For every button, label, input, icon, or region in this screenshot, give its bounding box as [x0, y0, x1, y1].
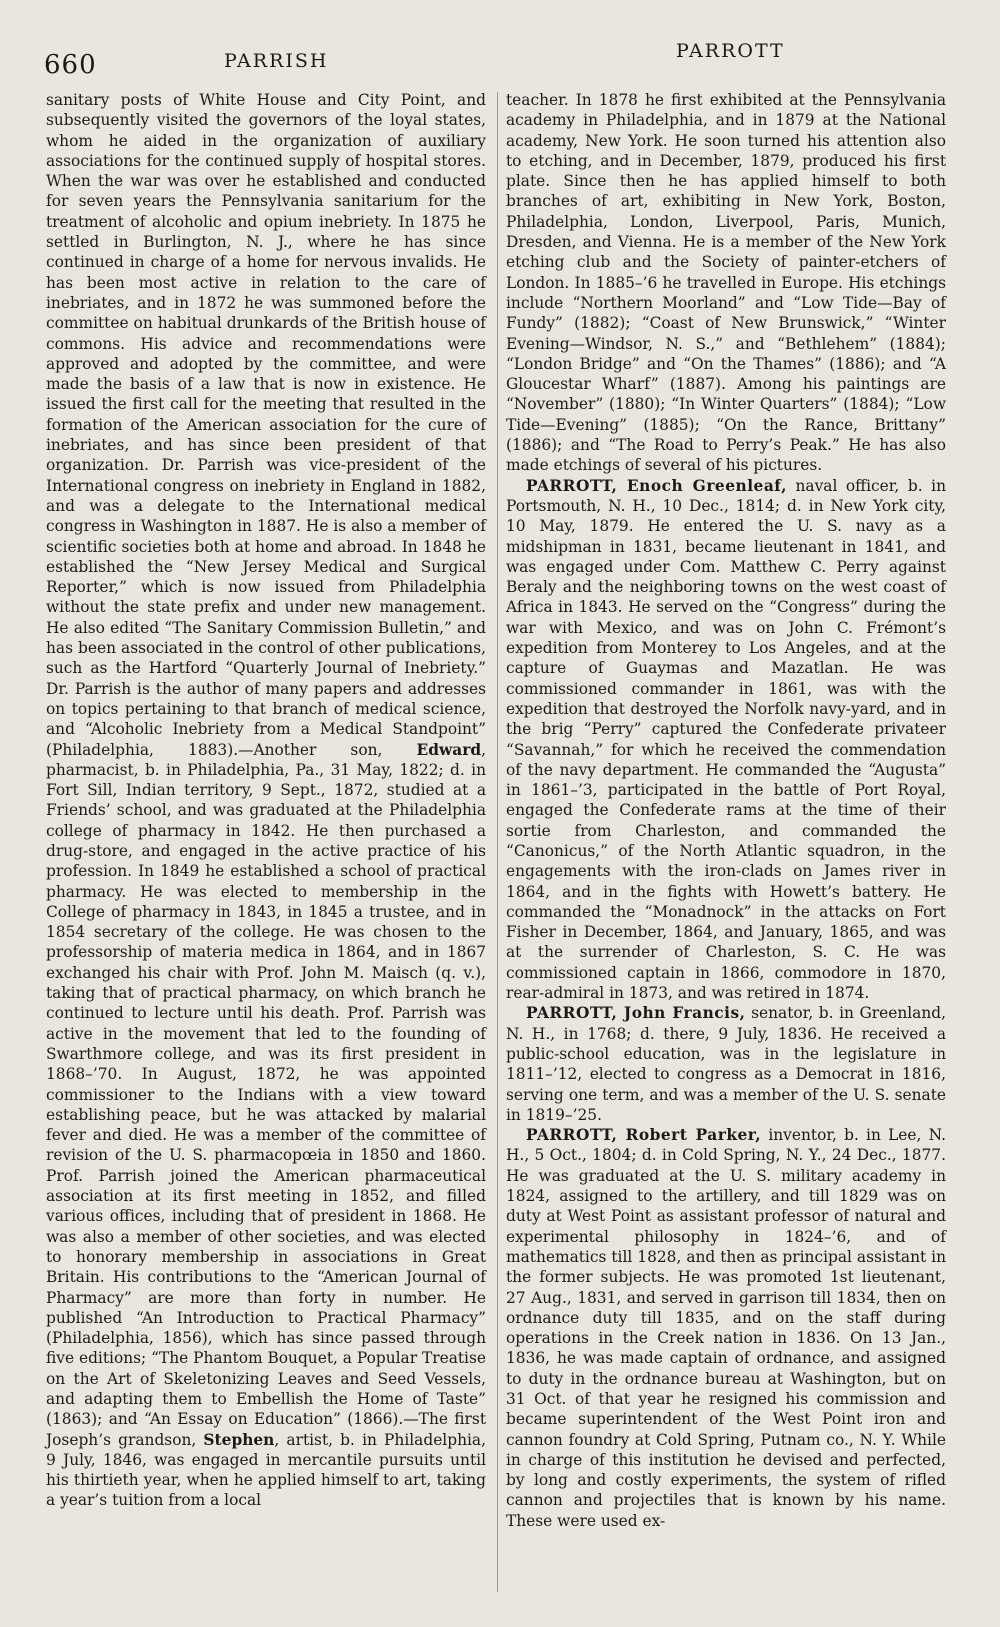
- text-run: sanitary posts of White House and City Point, and subsequently visited the governors of the loyal states, whom he aided in the organization of auxiliary associations for the continued supply of hospital stores. When the war was over he established and conducted for seven years the Pennsylvania sanitarium for the treatment of alcoholic and opium inebriety. In 1875 he settled in Burlington, N. J., where he has since continued in charge of a home for nervous invalids. He has been most active in relation to the care of inebriates, and in 1872 he was summoned before the committee on habitual drunkards of the British house of commons. His advice and recommendations were approved and adopted by the committee, and were made the basis of a law that is now in existence. He issued the first call for the meeting that resulted in the formation of the American association for the cure of inebriates, and has since been president of that organization. Dr. Parrish was vice-president of the International congress on inebriety in England in 1882, and was a delegate to the International medical congress in Washington in 1887. He is also a member of scientific societies both at home and abroad. In 1848 he established the “New Jersey Medical and Surgical Reporter,” which is now issued from Philadelphia without the state prefix and under new management. He also edited “The Sanitary Commission Bulletin,” and has been associated in the control of other publications, such as the Hartford “Quarterly Journal of Inebriety.” Dr. Parrish is the author of many papers and addresses on topics pertaining to that branch of medical science, and “Alcoholic Inebriety from a Medical Standpoint” (Philadelphia, 1883).—Another son,: [46, 91, 486, 759]
- left-column: [46, 90, 486, 1511]
- entry-headword: PARROTT, Enoch Greenleaf,: [526, 476, 787, 495]
- entry-headword: PARROTT, John Francis,: [526, 1004, 746, 1023]
- name-edward: Edward: [416, 740, 482, 759]
- entry-john-parrott: [506, 1003, 946, 1125]
- stephen-continued-paragraph: teacher. In 1878 he first exhibited at the Pennsylvania academy in Philadelphia, and in 1879 at the National academy, New York. He soon turned his attention also to etching, and in December, 1879, produced his first plate. Since then he has applied himself to both branches of art, exhibiting in New York, Boston, Philadelphia, London, Liverpool, Paris, Munich, Dresden, and Vienna. He is a member of the New York etching club and the Society of painter-etchers of London. In 1885–’6 he travelled in Europe. His etchings include “Northern Moorland” and “Low Tide—Bay of Fundy” (1882); “Coast of New Brunswick,” “Winter Evening—Windsor, N. S.,” and “Bethlehem” (1884); “London Bridge” and “On the Thames” (1886); and “A Gloucestar Wharf” (1887). Among his paintings are “November” (1880); “In Winter Quarters” (1884); “Low Tide—Evening” (1885); “On the Rance, Brittany” (1886); and “The Road to Perry’s Peak.” He has also made etchings of several of his pictures.: [506, 91, 946, 475]
- entry-robert-parrott: [506, 1125, 946, 1531]
- parrish-continued-paragraph: [46, 90, 486, 1511]
- name-stephen: Stephen: [203, 1430, 275, 1449]
- text-run: , pharmacist, b. in Philadelphia, Pa., 31 May, 1822; d. in Fort Sill, Indian territory, 9 Sept., 1872, studied at a Friends’ school, and was graduated at the Philadelphia college of pharmacy in 1842. He then purchased a drug-store, and engaged in the active practice of his profession. In 1849 he established a school of practical pharmacy. He was elected to membership in the College of pharmacy in 1843, in 1845 a trustee, and in 1854 secretary of the college. He was chosen to the professorship of materia medica in 1864, and in 1867 exchanged his chair with Prof. John M. Maisch (q. v.), taking that of practical pharmacy, on which branch he continued to lecture until his death. Prof. Parrish was active in the movement that led to the founding of Swarthmore college, and was its first president in 1868–’70. In August, 1872, he was appointed commissioner to the Indians with a view toward establishing peace, but he was attacked by malarial fever and died. He was a member of the committee of revision of the U. S. pharmacopœia in 1850 and 1860. Prof. Parrish joined the American pharmaceutical association at its first meeting in 1852, and filled various offices, including that of president in 1868. He was also a member of other societies, and was elected to honorary membership in associations in Great Britain. His contributions to the “American Journal of Pharmacy” are more than forty in number. He published “An Introduction to Practical Pharmacy” (Philadelphia, 1856), which has since passed through five editions; “The Phantom Bouquet, a Popular Treatise on the Art of Skeletonizing Leaves and Seed Vessels, and adapting them to Embellish the Home of Taste” (1863); and “An Essay on Education” (1866).—The first Joseph’s grandson,: [46, 740, 486, 1449]
- entry-text: naval officer, b. in Portsmouth, N. H., 10 Dec., 1814; d. in New York city, 10 May, 1879. He entered the U. S. navy as a midshipman in 1831, became lieutenant in 1841, and was engaged under Com. Matthew C. Perry against Beraly and the neighboring towns on the west coast of Africa in 1843. He served on the “Congress” during the war with Mexico, and was on John C. Frémont’s expedition from Monterey to Los Angeles, and at the capture of Guaymas and Mazatlan. He was commissioned commander in 1861, was with the expedition that destroyed the Norfolk navy-yard, and in the brig “Perry” captured the Confederate privateer “Savannah,” for which he received the commendation of the navy department. He commanded the “Augusta” in 1861–’3, participated in the battle of Port Royal, engaged the Confederate rams at the time of their sortie from Charleston, and commanded the “Canonicus,” of the North Atlantic squadron, in the engagements with the iron-clads on James river in 1864, and in the fights with Howett’s battery. He commanded the “Monadnock” in the attacks on Fort Fisher in December, 1864, and January, 1865, and was at the surrender of Charleston, S. C. He was commissioned captain in 1866, commodore in 1870, rear-admiral in 1873, and was retired in 1874.: [506, 476, 946, 1003]
- page-number: 660: [44, 50, 97, 80]
- text-run: , artist, b. in Philadelphia, 9 July, 1846, was engaged in mercantile pursuits until his thirtieth year, when he applied himself to art, taking a year’s tuition from a local: [46, 1430, 486, 1510]
- page-header: [0, 40, 1000, 80]
- running-head-left: PARRISH: [224, 50, 329, 72]
- running-head-right: PARROTT: [676, 40, 785, 62]
- entry-enoch-parrott: [506, 476, 946, 1004]
- column-divider: [497, 92, 498, 1592]
- entry-headword: PARROTT, Robert Parker,: [526, 1126, 762, 1145]
- right-column: [506, 90, 946, 1531]
- entry-text: inventor, b. in Lee, N. H., 5 Oct., 1804; d. in Cold Spring, N. Y., 24 Dec., 1877. He was graduated at the U. S. military academy in 1824, assigned to the artillery, and till 1829 was on duty at West Point as assistant professor of natural and experimental philosophy in 1824–’6, and of mathematics till 1828, and then as principal assistant in the former subjects. He was promoted 1st lieutenant, 27 Aug., 1831, and served in garrison till 1834, then on ordnance duty till 1835, and on the staff during operations in the Creek nation in 1836. On 13 Jan., 1836, he was made captain of ordnance, and assigned to duty in the ordnance bureau at Washington, but on 31 Oct. of that year he resigned his commission and became superintendent of the West Point iron and cannon foundry at Cold Spring, Putnam co., N. Y. While in charge of this institution he devised and perfected, by long and costly experiments, the system of rifled cannon and projectiles that is known by his name. These were used ex-: [506, 1126, 946, 1530]
- entry-text: senator, b. in Greenland, N. H., in 1768; d. there, 9 July, 1836. He received a public-school education, was in the legislature in 1811–’12, elected to congress as a Democrat in 1816, serving one term, and was a member of the U. S. senate in 1819–’25.: [506, 1004, 946, 1124]
